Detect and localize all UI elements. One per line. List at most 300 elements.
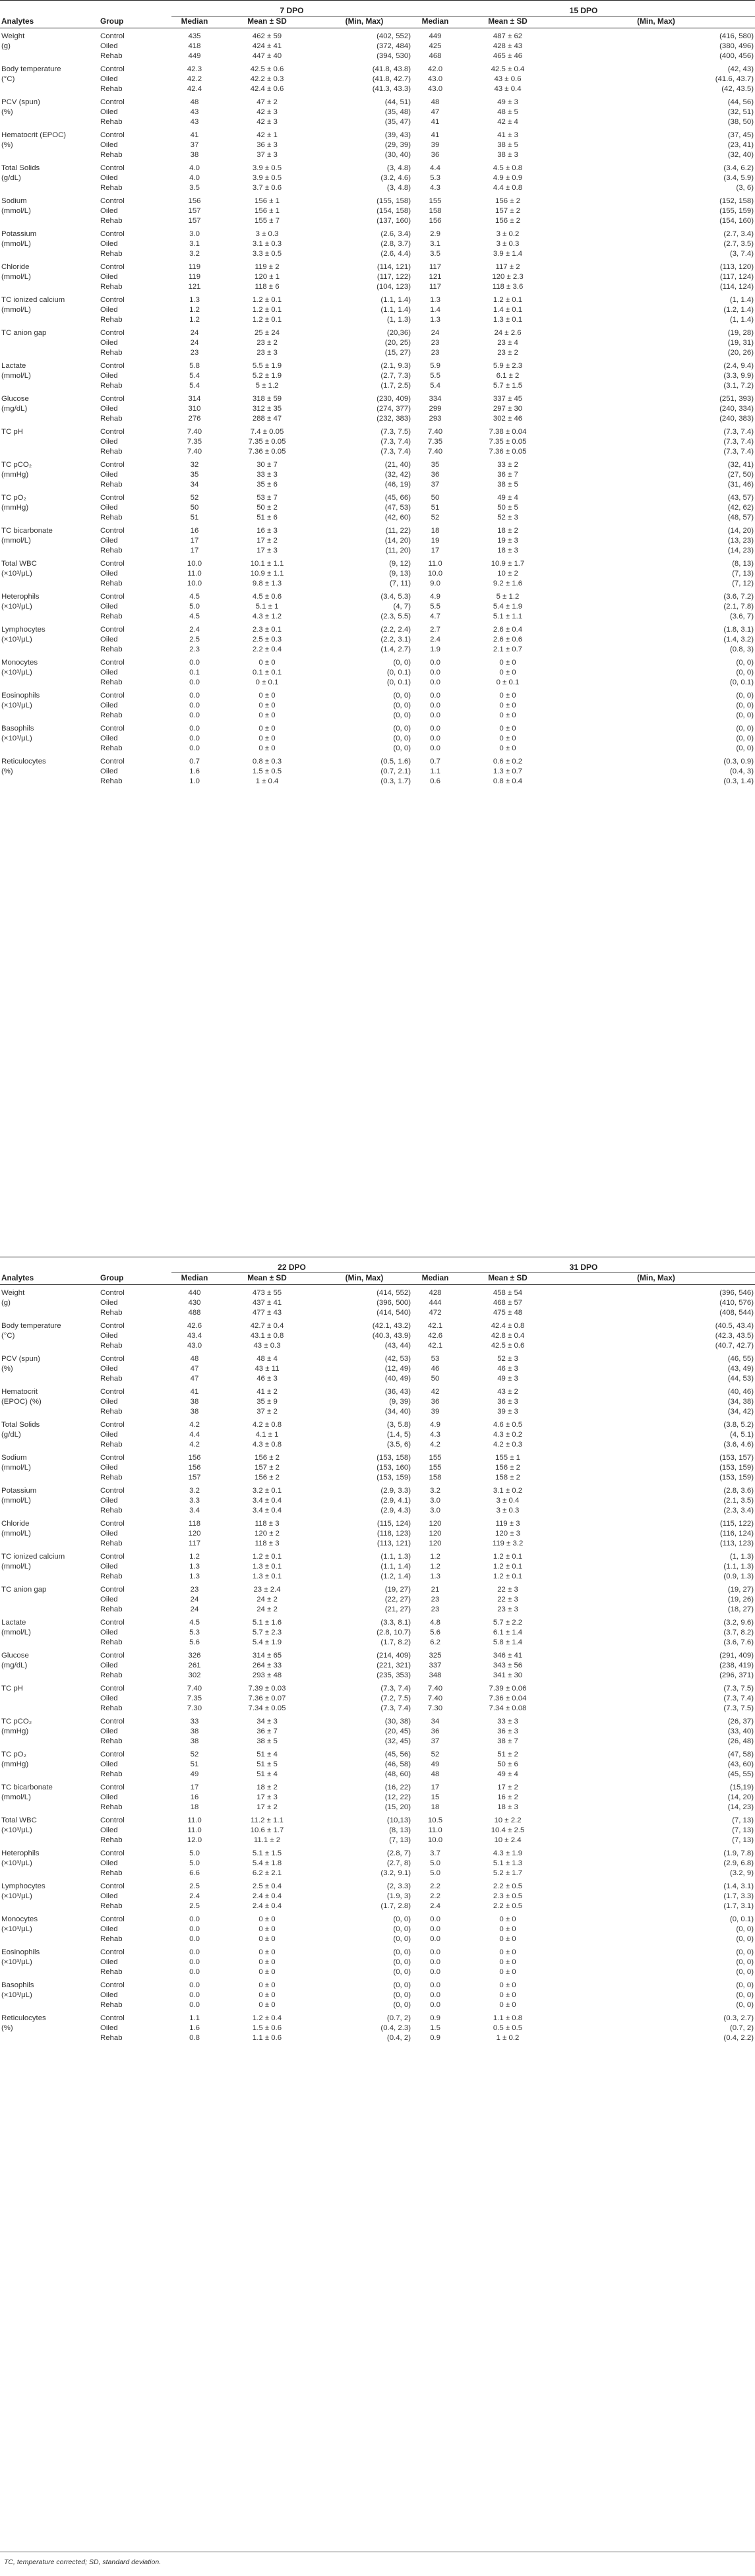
value-cell: (47, 53) xyxy=(384,504,411,512)
value-cell: (113, 120) xyxy=(719,263,754,271)
value-cell: (7.3, 7.4) xyxy=(723,428,754,436)
value-cell: 0 ± 0 xyxy=(499,1925,516,1933)
table-row xyxy=(0,777,755,787)
value-cell: 2.5 ± 0.4 xyxy=(252,1882,282,1890)
value-cell: 23 ± 3 xyxy=(497,1605,518,1613)
table-row xyxy=(0,1638,755,1648)
value-cell: 4.2 xyxy=(430,1441,440,1449)
value-cell: (0.5, 1.6) xyxy=(380,758,411,765)
group-cell: Control xyxy=(100,1322,125,1330)
value-cell: 42.5 ± 0.4 xyxy=(491,65,525,73)
value-cell: 0.0 xyxy=(189,1915,200,1923)
value-cell: 51 xyxy=(190,1760,199,1768)
table-row xyxy=(0,1549,755,1562)
value-cell: 0 ± 0 xyxy=(499,744,516,752)
value-cell: (0.4, 3) xyxy=(729,767,754,775)
analyte-cell: (mmol/L) xyxy=(1,273,31,281)
value-cell: 1.9 xyxy=(430,645,440,653)
value-cell: (0, 0) xyxy=(736,734,754,742)
value-cell: 47 ± 2 xyxy=(257,98,278,106)
value-cell: (42, 60) xyxy=(384,514,411,522)
value-cell: 3.1 xyxy=(430,240,440,248)
group-cell: Oiled xyxy=(100,1991,118,1999)
value-cell: (3.3, 8.1) xyxy=(380,1619,411,1627)
value-cell: (414, 552) xyxy=(377,1289,411,1297)
value-cell: 1.4 xyxy=(430,306,440,314)
value-cell: 0.0 xyxy=(189,659,200,667)
value-cell: 33 ± 2 xyxy=(497,461,518,469)
analyte-cell xyxy=(0,1934,99,1944)
value-cell: 42.6 xyxy=(187,1322,202,1330)
value-cell: 7.35 xyxy=(187,438,202,446)
group-cell: Rehab xyxy=(100,448,123,456)
value-cell: 1.3 ± 0.7 xyxy=(493,767,523,775)
value-cell: 158 ± 2 xyxy=(495,1474,520,1482)
value-cell: 41 xyxy=(431,118,440,126)
value-cell: 3 ± 0.2 xyxy=(496,230,520,238)
value-cell: 488 xyxy=(188,1309,201,1317)
value-cell: 42.5 ± 0.6 xyxy=(491,1342,525,1350)
value-cell: (114, 121) xyxy=(377,263,411,271)
value-cell: 37 xyxy=(190,141,199,149)
value-cell: (14, 20) xyxy=(384,537,411,545)
value-cell: (0, 0) xyxy=(393,692,411,700)
analyte-cell: (×10³/μL) xyxy=(1,603,32,611)
analyte-cell: (mmol/L) xyxy=(1,1629,31,1636)
table-row xyxy=(0,1934,755,1944)
value-cell: 0.0 xyxy=(430,734,440,742)
value-cell: 119 xyxy=(188,263,201,271)
analyte-cell: TC pH xyxy=(1,1685,23,1692)
table-row xyxy=(0,28,755,42)
group-cell: Control xyxy=(100,1882,125,1890)
value-cell: 0 ± 0 xyxy=(499,669,516,676)
value-cell: 7.34 ± 0.08 xyxy=(489,1704,527,1712)
value-cell: (20,36) xyxy=(386,329,411,337)
value-cell: 5.3 xyxy=(189,1629,200,1636)
value-cell: 16 xyxy=(190,1793,199,1801)
value-cell: 17 xyxy=(190,537,199,545)
group-cell: Rehab xyxy=(100,316,123,324)
value-cell: 2.3 ± 0.1 xyxy=(252,626,282,634)
value-cell: (35, 47) xyxy=(384,118,411,126)
table-row xyxy=(0,1440,755,1450)
value-cell: (22, 27) xyxy=(384,1596,411,1603)
value-cell: 2.5 xyxy=(189,1882,200,1890)
value-cell: 1.3 xyxy=(189,296,200,304)
value-cell: 1.5 xyxy=(430,2024,440,2032)
group-cell: Control xyxy=(100,1751,125,1758)
analyte-cell: Body temperature xyxy=(1,65,61,73)
value-cell: 0.7 xyxy=(430,758,440,765)
value-cell: 36 ± 7 xyxy=(257,1727,278,1735)
value-cell: 6.1 ± 2 xyxy=(496,372,520,380)
value-cell: 0 ± 0 xyxy=(499,725,516,733)
value-cell: 1.3 xyxy=(430,296,440,304)
value-cell: (0, 0.1) xyxy=(386,669,411,676)
value-cell: 23 xyxy=(431,1605,440,1613)
value-cell: 4.4 xyxy=(430,164,440,172)
analyte-cell: Hematocrit (EPOC) xyxy=(1,131,67,139)
value-cell: (44, 53) xyxy=(727,1375,754,1383)
analyte-cell: Chloride xyxy=(1,1520,30,1528)
value-cell: 120 ± 1 xyxy=(255,273,280,281)
value-cell: 118 xyxy=(188,1520,201,1528)
value-cell: 473 ± 55 xyxy=(252,1289,282,1297)
value-cell: 7.35 ± 0.05 xyxy=(489,438,527,446)
analyte-cell: (%) xyxy=(1,1365,13,1373)
value-cell: (104, 123) xyxy=(377,283,411,291)
value-cell: (1.8, 3.1) xyxy=(723,626,754,634)
value-cell: 51 ± 4 xyxy=(257,1751,278,1758)
value-cell: (32, 40) xyxy=(727,151,754,159)
value-cell: (43, 44) xyxy=(384,1342,411,1350)
value-cell: (0.7, 2) xyxy=(729,2024,754,2032)
value-cell: (1, 1.4) xyxy=(729,296,754,304)
table-row xyxy=(0,569,755,579)
table-row xyxy=(0,1845,755,1859)
value-cell: 33 ± 3 xyxy=(497,1718,518,1725)
value-cell: 36 ± 3 xyxy=(497,1398,518,1406)
value-cell: (0, 0) xyxy=(736,1925,754,1933)
analyte-cell: (mmol/L) xyxy=(1,207,31,215)
analyte-cell: (×10³/μL) xyxy=(1,734,32,742)
group-cell: Oiled xyxy=(100,2024,118,2032)
value-cell: 0 ± 0 xyxy=(258,702,276,709)
value-cell: 444 xyxy=(429,1299,442,1307)
value-cell: 1.0 xyxy=(189,777,200,785)
value-cell: (1.4, 5) xyxy=(386,1431,411,1439)
results-table-22-31-dpo xyxy=(0,1257,755,2043)
value-cell: 293 xyxy=(429,415,442,423)
value-cell: 5.5 xyxy=(430,372,440,380)
value-cell: (1.7, 8.2) xyxy=(380,1638,411,1646)
value-cell: (0, 0) xyxy=(736,702,754,709)
value-cell: 4.3 ± 0.2 xyxy=(493,1431,523,1439)
value-cell: 24 xyxy=(431,329,440,337)
table-row xyxy=(0,655,755,668)
value-cell: (0.4, 2.3) xyxy=(380,2024,411,2032)
value-cell: (402, 552) xyxy=(377,32,411,40)
value-cell: (296, 371) xyxy=(719,1671,754,1679)
value-cell: 49 ± 4 xyxy=(497,494,518,502)
value-cell: 0 ± 0 xyxy=(499,1948,516,1956)
value-cell: 158 xyxy=(429,207,442,215)
value-cell: 2.1 ± 0.7 xyxy=(493,645,523,653)
value-cell: 0.0 xyxy=(430,725,440,733)
table-row xyxy=(0,127,755,140)
value-cell: 2.6 ± 0.4 xyxy=(493,626,523,634)
value-cell: 118 ± 3 xyxy=(255,1540,280,1547)
group-cell: Oiled xyxy=(100,570,118,578)
value-cell: (0, 0.1) xyxy=(386,678,411,686)
value-cell: 120 xyxy=(429,1540,442,1547)
analyte-cell: PCV (spun) xyxy=(1,98,40,106)
value-cell: (1.1, 1.3) xyxy=(723,1563,754,1571)
value-cell: (0.4, 2) xyxy=(386,2034,411,2042)
value-cell: 0.0 xyxy=(430,1991,440,1999)
value-cell: (2, 3.3) xyxy=(386,1882,411,1890)
value-cell: 0.5 ± 0.5 xyxy=(493,2024,523,2032)
value-cell: (27, 50) xyxy=(727,471,754,479)
value-cell: 43 ± 0.4 xyxy=(494,85,522,93)
value-cell: 46 ± 3 xyxy=(497,1365,518,1373)
value-cell: 0.0 xyxy=(430,1981,440,1989)
group-cell: Rehab xyxy=(100,85,123,93)
table-row xyxy=(0,424,755,437)
value-cell: 0 ± 0.1 xyxy=(255,678,279,686)
value-cell: 48 xyxy=(190,98,199,106)
value-cell: 326 xyxy=(188,1652,201,1660)
table-row xyxy=(0,1331,755,1341)
value-cell: 38 ± 5 xyxy=(497,481,518,489)
analyte-cell: (mmol/L) xyxy=(1,1793,31,1801)
value-cell: (230, 409) xyxy=(377,395,411,403)
value-cell: (26, 48) xyxy=(727,1737,754,1745)
value-cell: 43 ± 0.6 xyxy=(494,75,522,83)
value-cell: 0.0 xyxy=(189,1981,200,1989)
value-cell: 10.5 xyxy=(427,1816,443,1824)
value-cell: 3.5 xyxy=(189,184,200,192)
value-cell: (0.3, 1.4) xyxy=(723,777,754,785)
value-cell: 5.4 ± 1.9 xyxy=(252,1638,282,1646)
group-cell: Control xyxy=(100,1816,125,1824)
value-cell: (41.8, 42.7) xyxy=(372,75,411,83)
value-cell: 2.2 ± 0.5 xyxy=(493,1882,523,1890)
analyte-cell: Glucose xyxy=(1,1652,29,1660)
table-row xyxy=(0,767,755,777)
value-cell: 0 ± 0 xyxy=(499,1935,516,1943)
value-cell: 52 xyxy=(190,494,199,502)
value-cell: 15 xyxy=(431,1793,440,1801)
value-cell: (0, 0) xyxy=(736,725,754,733)
value-cell: 10.9 ± 1.1 xyxy=(250,570,284,578)
value-cell: (3.2, 9.6) xyxy=(723,1619,754,1627)
analyte-cell xyxy=(0,612,99,622)
value-cell: 3 ± 0.3 xyxy=(496,1507,520,1514)
value-cell: 4.8 xyxy=(430,1619,440,1627)
value-cell: (114, 124) xyxy=(719,283,754,291)
value-cell: 36 xyxy=(431,1727,440,1735)
table-row xyxy=(0,1902,755,1911)
value-cell: 1.2 ± 0.1 xyxy=(252,306,282,314)
analyte-cell: (mmHg) xyxy=(1,471,29,479)
value-cell: 11.0 xyxy=(428,1826,442,1834)
analyte-cell: TC pCO₂ xyxy=(1,1718,32,1725)
value-cell: (0, 0) xyxy=(393,1925,411,1933)
value-cell: 22 ± 3 xyxy=(497,1596,518,1603)
value-cell: (0, 0) xyxy=(393,2001,411,2009)
value-cell: 3 ± 0.3 xyxy=(255,230,279,238)
value-cell: (154, 160) xyxy=(719,217,754,225)
value-cell: 302 xyxy=(188,1671,201,1679)
value-cell: 293 ± 48 xyxy=(252,1671,282,1679)
value-cell: 156 ± 2 xyxy=(495,197,520,205)
table-row xyxy=(0,160,755,173)
value-cell: 155 xyxy=(429,197,442,205)
analytes-header: Analytes xyxy=(0,16,99,28)
analyte-cell xyxy=(0,546,99,556)
min-max-header: (Min, Max) xyxy=(557,1273,755,1285)
analyte-cell: (mmHg) xyxy=(1,1727,29,1735)
value-cell: 120 ± 2 xyxy=(255,1530,280,1538)
table-row xyxy=(0,711,755,721)
value-cell: 50 xyxy=(431,1375,440,1383)
value-cell: 120 ± 3 xyxy=(495,1530,520,1538)
value-cell: 5.0 xyxy=(189,1859,200,1867)
value-cell: 5.4 xyxy=(189,372,200,380)
value-cell: 43 ± 11 xyxy=(255,1365,280,1373)
value-cell: 11.0 xyxy=(187,570,202,578)
value-cell: 428 ± 43 xyxy=(493,42,523,50)
value-cell: 1.1 xyxy=(430,767,440,775)
analyte-cell: (°C) xyxy=(1,75,15,83)
table-row xyxy=(0,1812,755,1826)
value-cell: 3.4 ± 0.4 xyxy=(252,1497,282,1505)
table-row xyxy=(0,1397,755,1407)
analyte-cell xyxy=(0,1902,99,1911)
value-cell: 7.40 xyxy=(187,448,202,456)
value-cell: (2.1, 9.3) xyxy=(380,362,411,370)
table-row xyxy=(0,117,755,127)
value-cell: 314 ± 65 xyxy=(252,1652,282,1660)
value-cell: 0.0 xyxy=(430,669,440,676)
value-cell: 3.2 ± 0.1 xyxy=(252,1487,282,1495)
table-row xyxy=(0,51,755,61)
table-row xyxy=(0,536,755,546)
value-cell: 118 ± 3.6 xyxy=(492,283,524,291)
table-row xyxy=(0,272,755,282)
group-cell: Oiled xyxy=(100,1859,118,1867)
period-header-7-dpo: 7 DPO xyxy=(171,2,412,16)
table-row xyxy=(0,2023,755,2033)
table-row xyxy=(0,1374,755,1384)
table-row xyxy=(0,546,755,556)
value-cell: 3.5 xyxy=(430,250,440,258)
value-cell: 9.0 xyxy=(430,580,440,587)
value-cell: (0, 0) xyxy=(393,725,411,733)
group-cell: Oiled xyxy=(100,1431,118,1439)
table-row xyxy=(0,457,755,470)
value-cell: 156 ± 2 xyxy=(495,217,520,225)
value-cell: (3.6, 7.6) xyxy=(723,1638,754,1646)
value-cell: (36, 43) xyxy=(384,1388,411,1396)
table-row xyxy=(0,1869,755,1878)
table-row xyxy=(0,206,755,216)
value-cell: (12, 22) xyxy=(384,1793,411,1801)
value-cell: 343 ± 56 xyxy=(493,1662,523,1669)
value-cell: 1.5 ± 0.6 xyxy=(252,2024,282,2032)
value-cell: (0, 0) xyxy=(393,659,411,667)
value-cell: 118 ± 6 xyxy=(255,283,280,291)
value-cell: 155 ± 1 xyxy=(495,1454,520,1462)
group-cell: Oiled xyxy=(100,1497,118,1505)
analyte-cell xyxy=(0,1967,99,1977)
table-row xyxy=(0,1803,755,1812)
value-cell: 17 xyxy=(431,1783,440,1791)
value-cell: 42.0 xyxy=(427,65,443,73)
value-cell: (0, 0.1) xyxy=(729,678,754,686)
value-cell: (43, 57) xyxy=(727,494,754,502)
analyte-cell: Lymphocytes xyxy=(1,1882,45,1890)
table-row xyxy=(0,1285,755,1299)
min-max-header: (Min, Max) xyxy=(557,16,755,28)
value-cell: 10.0 xyxy=(187,580,202,587)
value-cell: (3.4, 6.2) xyxy=(723,164,754,172)
value-cell: 23 xyxy=(431,1596,440,1603)
value-cell: 49 ± 3 xyxy=(497,98,518,106)
value-cell: (42, 43) xyxy=(727,65,754,73)
value-cell: 0 ± 0 xyxy=(499,1981,516,1989)
value-cell: 468 xyxy=(429,52,442,60)
analyte-cell: TC ionized calcium xyxy=(1,296,65,304)
table-row xyxy=(0,414,755,424)
value-cell: (0, 0) xyxy=(736,1958,754,1966)
group-cell: Control xyxy=(100,1685,125,1692)
value-cell: 23 ± 4 xyxy=(497,339,518,347)
group-cell: Control xyxy=(100,65,125,73)
value-cell: (42.1, 43.2) xyxy=(372,1322,411,1330)
value-cell: (7.3, 7.4) xyxy=(723,438,754,446)
value-cell: 157 xyxy=(188,1474,201,1482)
value-cell: 38 xyxy=(190,1737,199,1745)
table-row xyxy=(0,140,755,150)
group-cell: Rehab xyxy=(100,118,123,126)
analyte-cell: (×10³/μL) xyxy=(1,1925,32,1933)
value-cell: 1.3 xyxy=(430,316,440,324)
value-cell: 1.3 xyxy=(430,1573,440,1580)
analyte-cell xyxy=(0,1737,99,1747)
value-cell: (7.3, 7.5) xyxy=(723,1685,754,1692)
value-cell: 4.2 ± 0.3 xyxy=(493,1441,523,1449)
value-cell: 17 ± 2 xyxy=(497,1783,518,1791)
value-cell: (7, 13) xyxy=(732,570,754,578)
value-cell: (232, 383) xyxy=(377,415,411,423)
value-cell: (3.4, 5.9) xyxy=(723,174,754,182)
value-cell: 0 ± 0 xyxy=(258,692,276,700)
value-cell: (235, 353) xyxy=(377,1671,411,1679)
value-cell: (1, 1.4) xyxy=(729,316,754,324)
value-cell: 0.0 xyxy=(189,2001,200,2009)
group-cell: Rehab xyxy=(100,184,123,192)
value-cell: (3.4, 5.3) xyxy=(380,593,411,601)
value-cell: 5.0 xyxy=(430,1859,440,1867)
value-cell: 120 xyxy=(188,1530,201,1538)
analyte-cell: (%) xyxy=(1,2024,13,2032)
analyte-cell xyxy=(0,437,99,447)
value-cell: 1 ± 0.4 xyxy=(255,777,279,785)
table-row xyxy=(0,1967,755,1977)
value-cell: (45, 55) xyxy=(727,1770,754,1778)
value-cell: 51 ± 4 xyxy=(257,1770,278,1778)
value-cell: 35 xyxy=(431,461,440,469)
group-cell: Oiled xyxy=(100,306,118,314)
value-cell: 49 ± 3 xyxy=(497,1375,518,1383)
table-row xyxy=(0,1473,755,1483)
value-cell: 6.1 ± 1.4 xyxy=(493,1629,523,1636)
value-cell: 7.40 xyxy=(427,428,443,436)
value-cell: (16, 22) xyxy=(384,1783,411,1791)
value-cell: (0, 0) xyxy=(393,1981,411,1989)
value-cell: 25 ± 24 xyxy=(255,329,280,337)
value-cell: 2.2 ± 0.5 xyxy=(493,1902,523,1910)
table-row xyxy=(0,1714,755,1727)
value-cell: 24 xyxy=(190,1605,199,1613)
analyte-cell: Lymphocytes xyxy=(1,626,45,634)
value-cell: (1.1, 1.4) xyxy=(380,296,411,304)
table-row xyxy=(0,447,755,457)
group-cell: Control xyxy=(100,2014,125,2022)
